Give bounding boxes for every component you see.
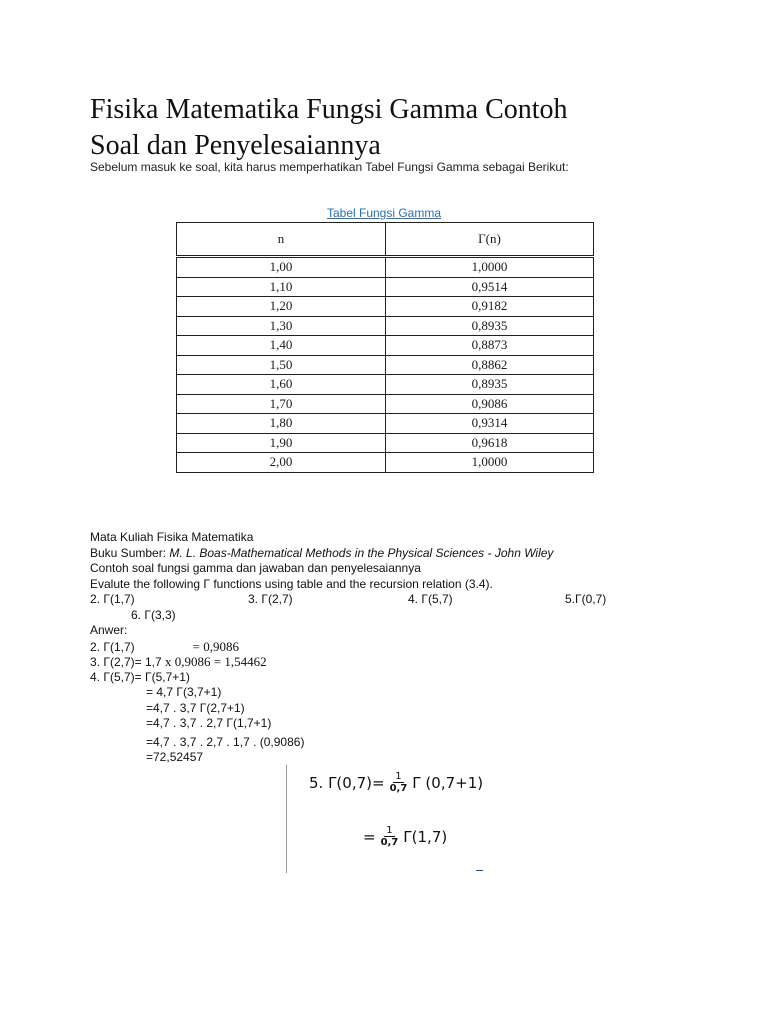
cell-gamma: 0,8935 [386, 375, 594, 395]
table-caption-link[interactable]: Tabel Fungsi Gamma [326, 206, 442, 220]
eq1-denominator: 0,7 [389, 783, 408, 794]
table-row [177, 414, 594, 434]
answer-4-step-5: =72,52457 [146, 750, 204, 764]
cell-n: 1,70 [177, 394, 386, 414]
cell-n: 1,40 [177, 336, 386, 356]
eq2-numerator: 1 [386, 825, 393, 836]
gamma-table [176, 222, 594, 473]
problem-6: 6. Γ(3,3) [131, 607, 176, 622]
eq2-left: = [363, 827, 376, 846]
answer-2-left: 2. Γ(1,7) [90, 639, 135, 654]
header-gamma: Γ(n) [386, 223, 594, 257]
table-row [177, 336, 594, 356]
page-title [90, 92, 690, 164]
subtitle-line: Contoh soal fungsi gamma dan jawaban dan penyelesaiannya [90, 561, 421, 575]
cell-gamma: 0,9514 [386, 277, 594, 297]
eq1-right: Γ (0,7+1) [412, 773, 484, 792]
table-row [177, 433, 594, 453]
cell-gamma: 0,9086 [386, 394, 594, 414]
table-body [177, 257, 594, 473]
cell-n: 1,90 [177, 433, 386, 453]
answer-4-step-1: = 4,7 Γ(3,7+1) [146, 685, 222, 699]
answer-2 [90, 639, 553, 655]
table-row [177, 277, 594, 297]
cell-gamma: 1,0000 [386, 453, 594, 473]
problem-5: 5.Γ(0,7) [565, 592, 607, 606]
cell-gamma: 0,9314 [386, 414, 594, 434]
equation-line-2 [363, 825, 447, 848]
cell-n: 1,60 [177, 375, 386, 395]
book-label: Buku Sumber: [90, 545, 170, 560]
equation-image [286, 765, 487, 873]
table-row [177, 297, 594, 317]
cell-n: 1,20 [177, 297, 386, 317]
table-row [177, 453, 594, 473]
eq1-fraction [388, 771, 410, 794]
answer-3-right: x 0,9086 = 1,54462 [164, 654, 267, 669]
answer-3 [90, 654, 553, 670]
answer-3-left: 3. Γ(2,7)= 1,7 [90, 655, 165, 669]
cell-n: 1,10 [177, 277, 386, 297]
instruction-line: Evalute the following Γ functions using table and the recursion relation (3.4). [90, 576, 493, 591]
header-n: n [177, 223, 386, 257]
text-cursor-mark [476, 870, 483, 871]
title-line-1: Fisika Matematika Fungsi Gamma Contoh [90, 94, 568, 125]
cell-n: 1,50 [177, 355, 386, 375]
answer-label: Anwer: [90, 623, 128, 637]
answer-4-step-2: =4,7 . 3,7 Γ(2,7+1) [146, 700, 245, 715]
problem-4: 4. Γ(5,7) [408, 592, 453, 606]
cell-n: 1,30 [177, 316, 386, 336]
eq2-denominator: 0,7 [380, 837, 399, 848]
cell-n: 1,00 [177, 257, 386, 278]
answer-4: 4. Γ(5,7)= Γ(5,7+1) [90, 669, 190, 684]
book-title: M. L. Boas-Mathematical Methods in the Physical Sciences - John Wiley [169, 545, 554, 560]
equation-line-1 [309, 771, 483, 794]
intro-text: Sebelum masuk ke soal, kita harus memperhatikan Tabel Fungsi Gamma sebagai Berikut: [90, 160, 569, 174]
table-row [177, 394, 594, 414]
course-line: Mata Kuliah Fisika Matematika [90, 530, 254, 544]
cell-gamma: 1,0000 [386, 257, 594, 278]
answer-4-step-4: =4,7 . 3,7 . 2,7 . 1,7 . (0,9086) [146, 734, 305, 749]
cell-gamma: 0,9182 [386, 297, 594, 317]
problem-3: 3. Γ(2,7) [248, 592, 293, 606]
table-row [177, 316, 594, 336]
eq2-fraction [379, 825, 401, 848]
eq2-right: Γ(1,7) [403, 827, 448, 846]
body-text [90, 530, 607, 766]
problem-list [90, 592, 607, 608]
cell-n: 1,80 [177, 414, 386, 434]
cell-gamma: 0,8873 [386, 336, 594, 356]
eq1-numerator: 1 [395, 771, 402, 782]
cell-gamma: 0,9618 [386, 433, 594, 453]
cell-n: 2,00 [177, 453, 386, 473]
answer-4-step-3: =4,7 . 3,7 . 2,7 Γ(1,7+1) [146, 716, 272, 730]
table-row [177, 355, 594, 375]
table-row [177, 375, 594, 395]
cell-gamma: 0,8862 [386, 355, 594, 375]
table-row [177, 257, 594, 278]
table-header-row [177, 223, 594, 257]
title-line-2: Soal dan Penyelesaiannya [90, 130, 381, 161]
book-line [90, 546, 553, 562]
cell-gamma: 0,8935 [386, 316, 594, 336]
answer-2-right: = 0,9086 [192, 638, 239, 654]
problem-2: 2. Γ(1,7) [90, 592, 135, 606]
eq1-left: 5. Γ(0,7)= [309, 773, 385, 792]
